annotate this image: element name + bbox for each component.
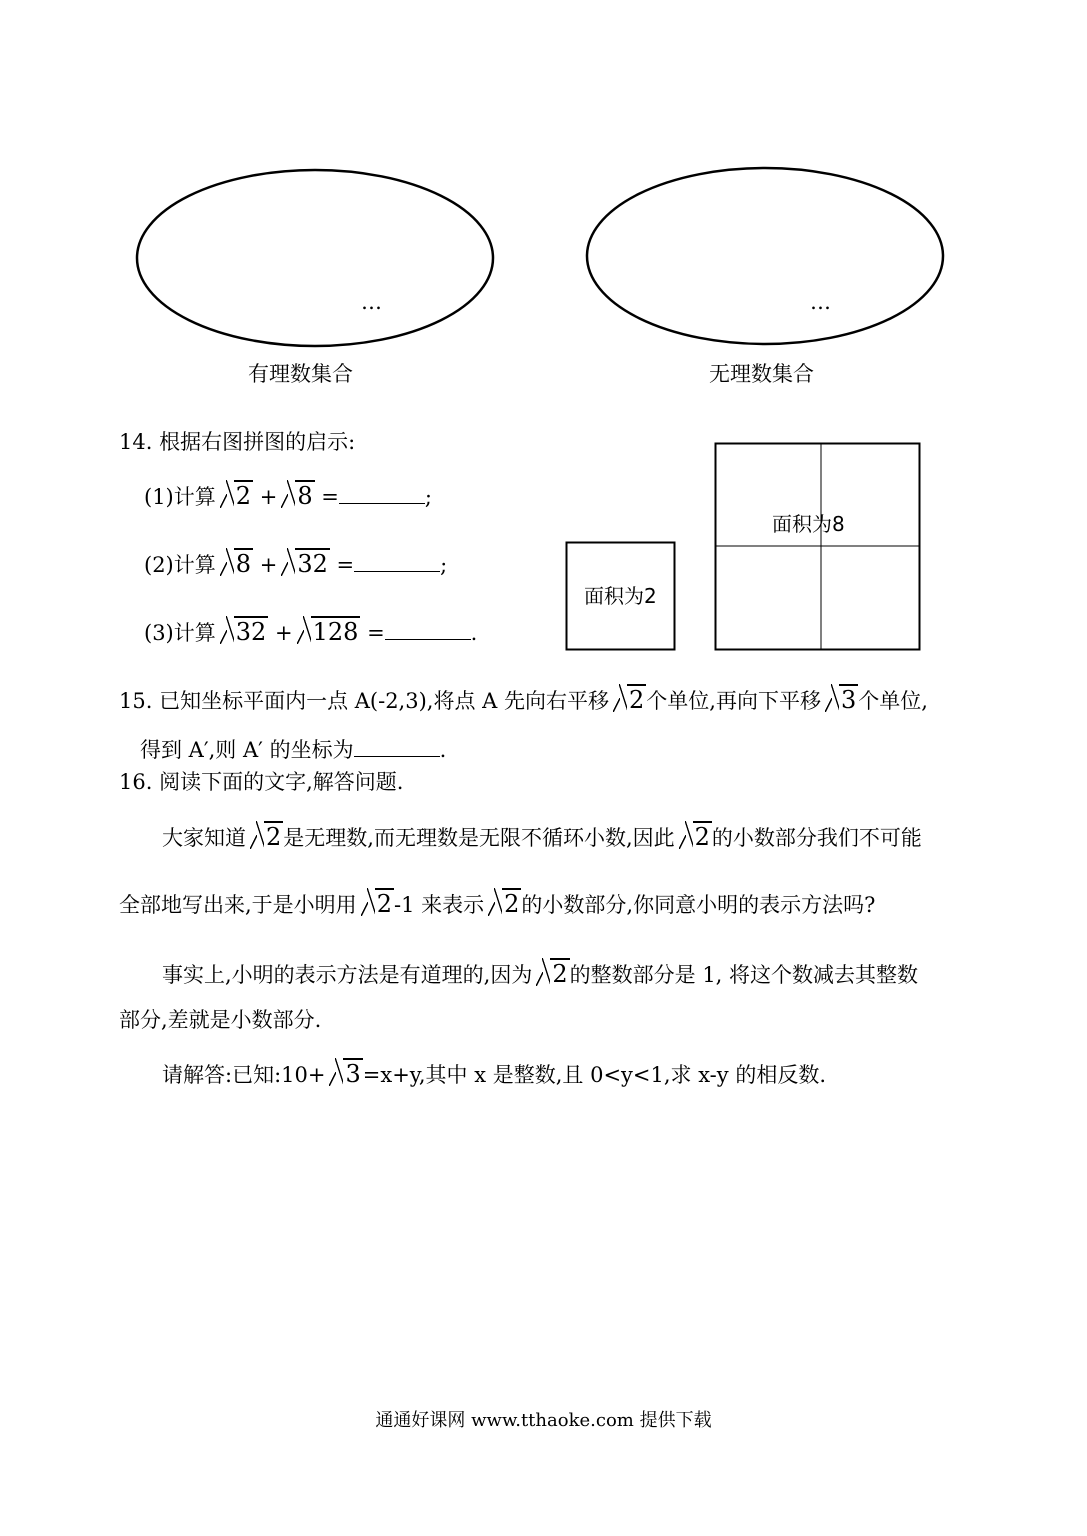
sqrt-2: 2 xyxy=(248,825,281,849)
sqrt-2: 2 xyxy=(218,484,251,508)
page-footer: 通通好课网 www.tthaoke.com 提供下载 xyxy=(375,1410,712,1431)
sqrt-128: 128 xyxy=(295,620,359,644)
q16-paragraph-4: 部分,差就是小数部分. xyxy=(119,1008,322,1032)
q14-p2-prefix: (2)计算 xyxy=(144,553,216,577)
q15-line1-c: 个单位, xyxy=(858,689,928,713)
q14-p3-prefix: (3)计算 xyxy=(144,621,216,645)
square-figure xyxy=(560,438,930,658)
q16-paragraph-2 xyxy=(119,892,875,916)
q15-line-1 xyxy=(119,688,928,712)
sqrt-2: 2 xyxy=(677,825,710,849)
q16-p2-c: 的小数部分,你同意小明的表示方法吗? xyxy=(521,893,876,917)
q16-p2-a: 全部地写出来,于是小明用 xyxy=(119,893,357,917)
irrational-set-label: 无理数集合 xyxy=(709,362,814,386)
sqrt-3: 3 xyxy=(823,688,856,712)
q15-line1-b: 个单位,再向下平移 xyxy=(646,689,821,713)
q14-p1-end: ; xyxy=(424,485,432,509)
q16-p5-b: =x+y,其中 x 是整数,且 0<y<1,求 x-y 的相反数. xyxy=(362,1063,826,1087)
q16-paragraph-3 xyxy=(162,962,918,986)
q14-p2-blank xyxy=(354,553,440,572)
rational-set-label: 有理数集合 xyxy=(248,362,353,386)
rational-set-ellipse xyxy=(137,170,493,346)
q14-p3-blank xyxy=(385,621,471,640)
big-square-label: 面积为8 xyxy=(772,512,845,536)
small-square-label: 面积为2 xyxy=(584,584,657,608)
q16-p1-b: 是无理数,而无理数是无限不循环小数,因此 xyxy=(283,826,675,850)
sqrt-32: 32 xyxy=(279,552,328,576)
q14-stem: 14. 根据右图拼图的启示: xyxy=(119,430,356,454)
q14-p1-prefix: (1)计算 xyxy=(144,485,216,509)
q16-p3-b: 的整数部分是 1, 将这个数减去其整数 xyxy=(569,963,919,987)
sqrt-2: 2 xyxy=(359,892,392,916)
sqrt-3: 3 xyxy=(327,1062,360,1086)
sqrt-8: 8 xyxy=(279,484,312,508)
q14-p1-blank xyxy=(339,485,425,504)
q15-line-2 xyxy=(140,738,446,761)
q16-paragraph-1 xyxy=(162,825,922,849)
set-ellipses xyxy=(0,0,1087,360)
q16-p3-a: 事实上,小明的表示方法是有道理的,因为 xyxy=(162,963,533,987)
sqrt-2: 2 xyxy=(486,892,519,916)
q15-line2-end: . xyxy=(439,738,447,762)
q14-part-3: (3)计算 32 + 128 = . xyxy=(144,618,478,646)
irrational-set-ellipse xyxy=(587,168,943,344)
q16-paragraph-5 xyxy=(162,1062,826,1086)
q14-part-2: (2)计算 8 + 32 = ; xyxy=(144,550,448,578)
q16-p1-a: 大家知道 xyxy=(162,826,246,850)
q16-p2-b: -1 来表示 xyxy=(393,893,485,917)
sqrt-2: 2 xyxy=(534,962,567,986)
sqrt-32: 32 xyxy=(218,620,267,644)
q14-part-1: (1)计算 2 + 8 = ; xyxy=(144,482,432,510)
q14-p2-end: ; xyxy=(440,553,448,577)
q16-stem: 16. 阅读下面的文字,解答问题. xyxy=(119,770,404,794)
q15-line1-a: 15. 已知坐标平面内一点 A(-2,3),将点 A 先向右平移 xyxy=(119,689,609,713)
q16-p5-a: 请解答:已知:10+ xyxy=(162,1063,326,1087)
q15-blank xyxy=(354,738,440,757)
q16-p1-c: 的小数部分我们不可能 xyxy=(711,826,922,850)
q15-line2-text: 得到 A′,则 A′ 的坐标为 xyxy=(140,738,354,762)
sqrt-2: 2 xyxy=(611,688,644,712)
q14-p3-end: . xyxy=(470,621,478,645)
rational-dots: … xyxy=(361,290,382,314)
irrational-dots: … xyxy=(810,290,831,314)
sqrt-8: 8 xyxy=(218,552,251,576)
